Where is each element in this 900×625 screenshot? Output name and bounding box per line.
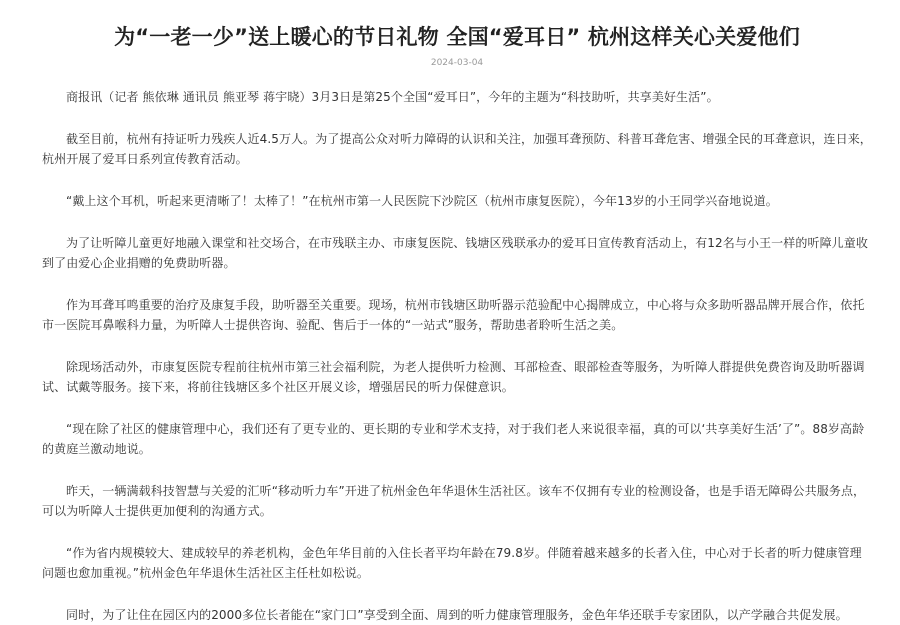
article-paragraph: “戴上这个耳机，听起来更清晰了！太棒了！”在杭州市第一人民医院下沙院区（杭州市康复医院），今年13岁的小王同学兴奋地说道。 <box>66 194 778 208</box>
article-title: 为“一老一少”送上暖心的节日礼物 全国“爱耳日” 杭州这样关心关爱他们 <box>114 25 800 49</box>
article-paragraph: “现在除了社区的健康管理中心，我们还有了更专业的、更长期的专业和学术支持，对于我们老人来说很幸福，真的可以‘共享美好生活’了”。88岁高龄的黄庭兰激动地说。 <box>42 422 865 456</box>
article-paragraph: 昨天，一辆满载科技智慧与关爱的汇听“移动听力车”开进了杭州金色年华退休生活社区。该车不仅拥有专业的检测设备，也是手语无障碍公共服务点，可以为听障人士提供更加便利的沟通方式。 <box>42 484 866 518</box>
article-paragraph: 商报讯（记者 熊依琳 通讯员 熊亚琴 蒋宇晓）3月3日是第25个全国“爱耳日”，今年的主题为“科技助听，共享美好生活”。 <box>66 90 719 104</box>
article-paragraph: 同时，为了让住在园区内的2000多位长者能在“家门口”享受到全面、周到的听力健康管理服务，金色年华还联手专家团队，以产学融合共促发展。 <box>66 608 848 622</box>
article-paragraph: 作为耳聋耳鸣重要的治疗及康复手段，助听器至关重要。现场，杭州市钱塘区助听器示范验配中心揭牌成立，中心将与众多助听器品牌开展合作，依托市一医院耳鼻喉科力量，为听障人士提供咨询、验配、售后于一体的“一站式”服务，帮助患者聆听生活之美。 <box>42 298 865 332</box>
publish-date: 2024-03-04 <box>430 58 484 68</box>
article-paragraph: 截至目前，杭州有持证听力残疾人近4.5万人。为了提高公众对听力障碍的认识和关注，加强耳聋预防、科普耳聋危害、增强全民的耳聋意识，连日来，杭州开展了爱耳日系列宣传教育活动。 <box>42 132 872 166</box>
article-paragraph: “作为省内规模较大、建成较早的养老机构，金色年华目前的入住长者平均年龄在79.8岁。伴随着越来越多的长者入住，中心对于长者的听力健康管理问题也愈加重视。”杭州金色年华退休生活社区主任杜如松说。 <box>42 546 862 580</box>
article-body <box>42 87 872 625</box>
article-paragraph: 为了让听障儿童更好地融入课堂和社交场合，在市残联主办、市康复医院、钱塘区残联承办的爱耳日宣传教育活动上，有12名与小王一样的听障儿童收到了由爱心企业捐赠的免费助听器。 <box>42 236 868 270</box>
article-paragraph: 除现场活动外，市康复医院专程前往杭州市第三社会福利院，为老人提供听力检测、耳部检查、眼部检查等服务，为听障人群提供免费咨询及助听器调试、试戴等服务。接下来，将前往钱塘区多个社区开展义诊，增强居民的听力保健意识。 <box>42 360 865 394</box>
